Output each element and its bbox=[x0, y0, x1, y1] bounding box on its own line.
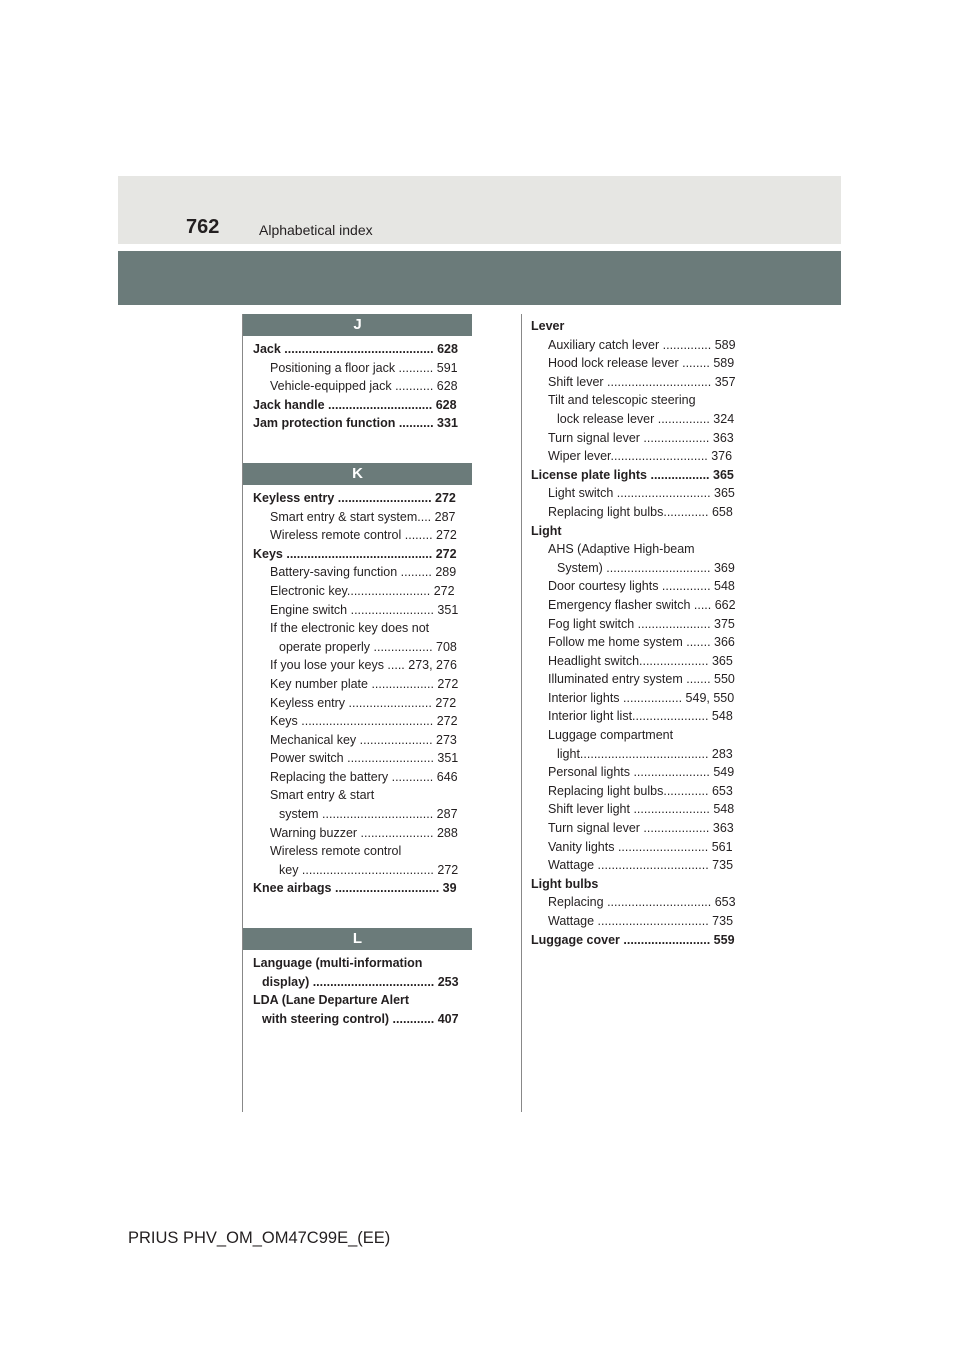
index-subentry: Replacing the battery ............ 646 bbox=[270, 769, 458, 784]
index-subentry: Power switch ......................... 351 bbox=[270, 751, 459, 766]
index-subentry: Turn signal lever ................... 363 bbox=[548, 821, 734, 836]
page-number: 762 bbox=[186, 216, 220, 238]
index-subentry: If the electronic key does not bbox=[270, 621, 430, 636]
index-subentry: system ................................ 287 bbox=[279, 807, 458, 822]
index-subentry: Shift lever .............................. 357 bbox=[548, 374, 736, 389]
index-subentry: Replacing .............................. 653 bbox=[548, 895, 736, 910]
index-entry: with steering control) ............ 407 bbox=[262, 1011, 459, 1026]
index-subentry: Engine switch ........................ 351 bbox=[270, 602, 459, 617]
section-spacer bbox=[253, 898, 472, 928]
right-index-column bbox=[531, 317, 750, 949]
index-entry: Keyless entry ........................... 272 bbox=[253, 490, 456, 505]
index-subentry: Interior lights ................. 549, 550 bbox=[548, 690, 735, 705]
index-subentry: lock release lever ............... 324 bbox=[557, 411, 735, 426]
index-subentry: Wiper lever............................ 376 bbox=[548, 449, 733, 464]
index-subentry: Keyless entry ........................ 272 bbox=[270, 695, 457, 710]
index-entry: Jack handle .............................. 628 bbox=[253, 397, 457, 412]
index-subentry: Hood lock release lever ........ 589 bbox=[548, 356, 735, 371]
index-subentry: Emergency flasher switch ..... 662 bbox=[548, 597, 736, 612]
index-subentry: Replacing light bulbs............. 658 bbox=[548, 504, 733, 519]
header-band bbox=[118, 251, 841, 305]
index-subentry: Door courtesy lights .............. 548 bbox=[548, 579, 735, 594]
letter-section-header: L bbox=[243, 928, 472, 950]
index-subentry: Fog light switch ..................... 375 bbox=[548, 616, 735, 631]
index-subentry: Vehicle-equipped jack ........... 628 bbox=[270, 379, 458, 394]
index-subentry: Illuminated entry system ....... 550 bbox=[548, 672, 735, 687]
index-subentry: Headlight switch.................... 365 bbox=[548, 653, 733, 668]
index-entry: Jack ........................................... 628 bbox=[253, 342, 458, 356]
index-entry: Light bulbs bbox=[531, 876, 599, 891]
index-subentry: Key number plate .................. 272 bbox=[270, 676, 459, 691]
index-subentry: Vanity lights .......................... 561 bbox=[548, 839, 733, 854]
index-subentry: AHS (Adaptive High-beam bbox=[548, 542, 695, 557]
index-subentry: Interior light list...................... 548 bbox=[548, 709, 733, 724]
index-subentry: Battery-saving function ......... 289 bbox=[270, 565, 457, 580]
column-divider-left bbox=[242, 314, 243, 1112]
index-subentry: Wattage ................................ 735 bbox=[548, 914, 734, 928]
index-subentry: Light switch ........................... 365 bbox=[548, 486, 735, 501]
letter-section-header: J bbox=[243, 314, 472, 336]
index-subentry: Wireless remote control ........ 272 bbox=[270, 528, 457, 543]
index-subentry: key ...................................... 272 bbox=[279, 862, 459, 877]
index-subentry: System) .............................. 369 bbox=[557, 560, 735, 575]
index-subentry: operate properly ................. 708 bbox=[279, 639, 457, 654]
index-subentry: Turn signal lever ................... 363 bbox=[548, 430, 734, 445]
footer-document-id: PRIUS PHV_OM_OM47C99E_(EE) bbox=[128, 1229, 391, 1247]
index-subentry: Follow me home system ....... 366 bbox=[548, 635, 735, 650]
index-subentry: Luggage compartment bbox=[548, 728, 674, 743]
index-subentry: Electronic key........................ 272 bbox=[270, 583, 455, 598]
index-subentry: Warning buzzer ..................... 288 bbox=[270, 825, 458, 840]
page-header-bar bbox=[118, 176, 841, 244]
index-entry: Keys .......................................... 272 bbox=[253, 546, 457, 561]
left-index-column bbox=[253, 314, 472, 1028]
index-subentry: Personal lights ...................... 549 bbox=[548, 765, 735, 780]
index-entry: Light bbox=[531, 523, 562, 538]
index-subentry: Tilt and telescopic steering bbox=[548, 393, 696, 408]
index-subentry: Smart entry & start system.... 287 bbox=[270, 509, 456, 524]
index-entry: Knee airbags .............................. 39 bbox=[253, 881, 457, 896]
index-entry: display) ................................... 253 bbox=[262, 974, 459, 989]
index-subentry: Replacing light bulbs............. 653 bbox=[548, 783, 733, 798]
index-subentry: Positioning a floor jack .......... 591 bbox=[270, 360, 458, 375]
index-subentry: Shift lever light ...................... 548 bbox=[548, 802, 735, 817]
index-entry: Lever bbox=[531, 319, 565, 333]
section-title: Alphabetical index bbox=[259, 222, 373, 238]
index-entry: License plate lights ................. 365 bbox=[531, 467, 734, 482]
index-subentry: Auxiliary catch lever .............. 589 bbox=[548, 337, 736, 352]
section-spacer bbox=[253, 433, 472, 463]
index-entry: Luggage cover ......................... 559 bbox=[531, 932, 735, 947]
index-subentry: light..................................... 283 bbox=[557, 746, 733, 761]
index-subentry: If you lose your keys ..... 273, 276 bbox=[270, 658, 457, 673]
column-divider-right bbox=[521, 314, 522, 1112]
index-subentry: Wireless remote control bbox=[270, 844, 402, 859]
index-subentry: Mechanical key ..................... 273 bbox=[270, 732, 457, 747]
index-subentry: Keys ...................................... 272 bbox=[270, 714, 458, 729]
index-entry: Language (multi-information bbox=[253, 956, 423, 971]
index-entry: LDA (Lane Departure Alert bbox=[253, 993, 410, 1008]
index-subentry: Wattage ................................ 735 bbox=[548, 858, 734, 873]
index-entry: Jam protection function .......... 331 bbox=[253, 416, 458, 431]
letter-section-header: K bbox=[243, 463, 472, 485]
index-subentry: Smart entry & start bbox=[270, 788, 375, 803]
